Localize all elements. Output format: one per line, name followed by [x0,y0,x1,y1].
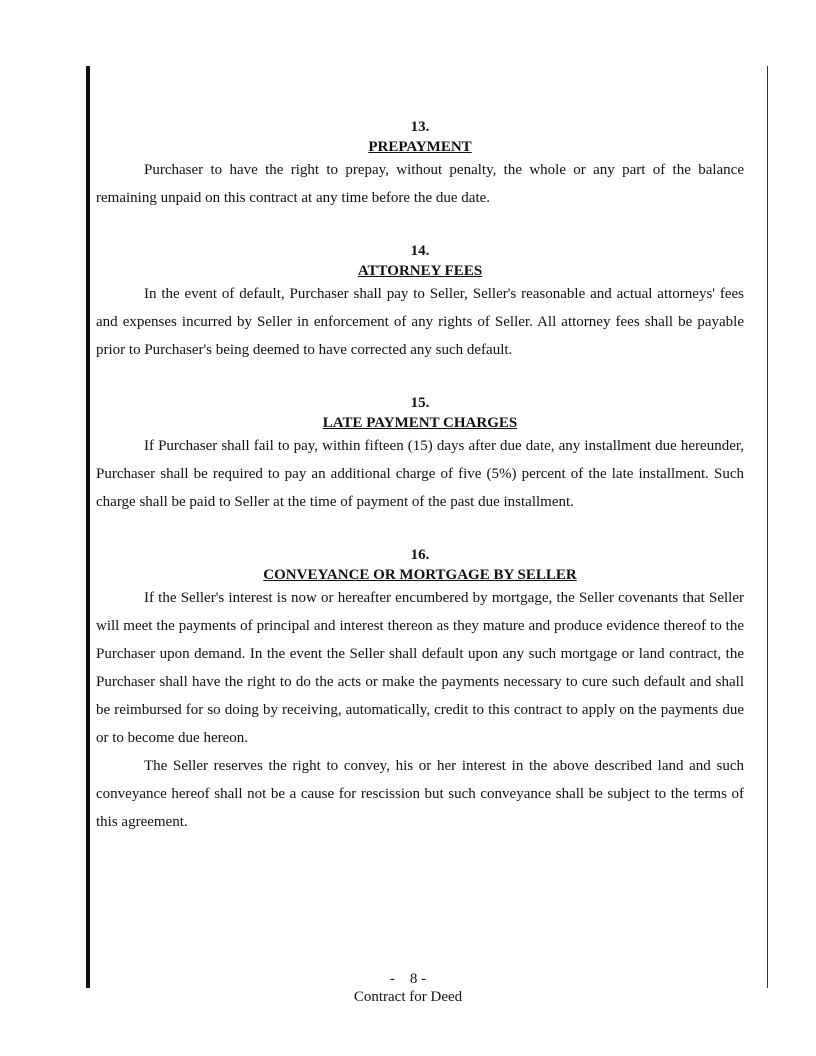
section-attorney-fees [96,242,744,364]
document-body [96,118,744,866]
paragraph: If Purchaser shall fail to pay, within fifteen (15) days after due date, any installment due hereunder, Purchaser shall be required to pay an additional charge of five (5%) percent of the late installment. Such charge shall be paid to Seller at the time of payment of the past due installment. [96,438,744,510]
paragraph: If the Seller's interest is now or hereafter encumbered by mortgage, the Seller covenants that Seller will meet the payments of principal and interest thereon as they mature and produce evidence thereof to the Purchaser upon demand. In the event the Seller shall default upon any such mortgage or land contract, the Purchaser shall have the right to do the acts or make the payments necessary to cure such default and shall be reimbursed for so doing by receiving, automatically, credit to this contract to apply on the payments due or to become due hereon. [96,590,744,746]
section-title: ATTORNEY FEES [357,263,483,279]
left-margin-rule [86,66,90,988]
section-number: 14. [410,243,430,259]
section-title: PREPAYMENT [368,139,472,155]
section-title: LATE PAYMENT CHARGES [322,415,518,431]
section-conveyance-or-mortgage [96,546,744,836]
section-number: 16. [410,547,430,563]
paragraph: The Seller reserves the right to convey, his or her interest in the above described land and such conveyance hereof shall not be a cause for rescission but such conveyance shall be subject to the terms of this agreement. [96,758,744,830]
section-title: CONVEYANCE OR MORTGAGE BY SELLER [263,567,577,583]
paragraph: Purchaser to have the right to prepay, without penalty, the whole or any part of the balance remaining unpaid on this contract at any time before the due date. [96,162,744,206]
paragraph: In the event of default, Purchaser shall pay to Seller, Seller's reasonable and actual attorneys' fees and expenses incurred by Seller in enforcement of any rights of Seller. All attorney fees shall be payable prior to Purchaser's being deemed to have corrected any such default. [96,286,744,358]
section-number: 15. [410,395,430,411]
section-prepayment [96,118,744,212]
document-name: Contract for Deed [353,989,463,1005]
section-late-payment-charges [96,394,744,516]
page-footer [0,970,816,1006]
page-number: - 8 - [389,971,427,987]
section-number: 13. [410,119,430,135]
right-margin-rule [767,66,768,988]
